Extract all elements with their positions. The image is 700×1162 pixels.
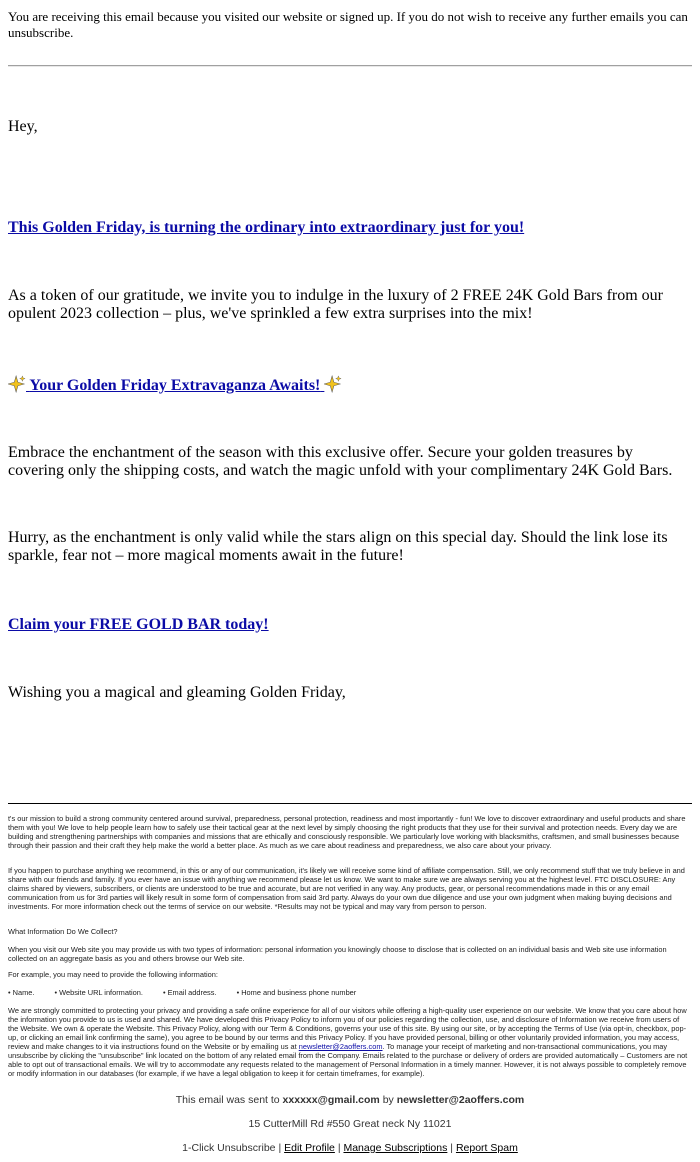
info-bullets bbox=[8, 988, 690, 997]
manage-subscriptions-link[interactable]: Manage Subscriptions bbox=[343, 1142, 448, 1154]
privacy-email-link[interactable]: newsletter@2aoffers.com bbox=[298, 1042, 383, 1051]
one-click-unsubscribe[interactable]: 1-Click Unsubscribe bbox=[182, 1142, 276, 1154]
greeting: Hey, bbox=[8, 118, 38, 135]
sender-email: newsletter@2aoffers.com bbox=[396, 1094, 525, 1106]
list-item: • Email address. bbox=[162, 988, 217, 997]
list-item: • Website URL information. bbox=[54, 988, 143, 997]
report-spam-link[interactable]: Report Spam bbox=[455, 1142, 518, 1154]
separator: | bbox=[450, 1142, 454, 1154]
sparkle-icon bbox=[8, 375, 26, 393]
privacy-policy-text bbox=[8, 1006, 690, 1078]
sent-by-word: by bbox=[382, 1094, 394, 1106]
example-text: For example, you may need to provide the following information: bbox=[8, 970, 218, 979]
offer-paragraph: Embrace the enchantment of the season with this exclusive offer. Secure your golden treasures by covering only the shipping costs, and watch the magic unfold with your complimentary 24K Gold Bars. bbox=[8, 444, 673, 479]
closing-line: Wishing you a magical and gleaming Golden Friday, bbox=[8, 684, 346, 701]
header-divider bbox=[8, 65, 692, 67]
postal-address: 15 CutterMill Rd #550 Great neck Ny 11021 bbox=[248, 1118, 452, 1130]
separator: | bbox=[337, 1142, 341, 1154]
edit-profile-link[interactable]: Edit Profile bbox=[284, 1142, 335, 1154]
footer-links bbox=[0, 1142, 700, 1155]
sent-to-line bbox=[0, 1094, 700, 1107]
intro-paragraph: As a token of our gratitude, we invite you to indulge in the luxury of 2 FREE 24K Gold Bars from our opulent 2023 collection – plus, we've sprinkled a few extra surprises into the mix! bbox=[8, 287, 664, 322]
footer-divider bbox=[8, 803, 692, 804]
sent-prefix: This email was sent to bbox=[175, 1094, 280, 1106]
subheading-text: Your Golden Friday Extravaganza Awaits! bbox=[29, 377, 321, 394]
info-text: When you visit our Web site you may provide us with two types of information: personal information you knowingly choose to disclose that is collected on an individual basis and Web site use information collected on an aggregate basis as you and others browse our Web site. bbox=[8, 945, 667, 963]
sparkle-icon bbox=[324, 375, 342, 393]
urgency-paragraph: Hurry, as the enchantment is only valid while the stars align on this special day. Should the link lose its sparkle, fear not – more magical moments await in the future! bbox=[8, 529, 668, 564]
unsubscribe-notice: You are receiving this email because you visited our website or signed up. If you do not wish to receive any further emails you can unsubscribe. bbox=[8, 9, 688, 40]
headline-link[interactable]: This Golden Friday, is turning the ordinary into extraordinary just for you! bbox=[8, 219, 525, 236]
info-heading: What Information Do We Collect? bbox=[8, 927, 118, 936]
list-item: • Home and business phone number bbox=[236, 988, 357, 997]
recipient-email: xxxxxx@gmail.com bbox=[282, 1094, 380, 1106]
separator: | bbox=[278, 1142, 282, 1154]
privacy-text: We are strongly committed to protecting your privacy and providing a safe online experience for all of our visitors while offering a high-quality user experience on our website. We know that you care about how the information you provide to us is used and shared. We have developed this Privacy Policy to inform you of our policies regarding the collection, use, and disclosure of Information we receive from users of the Website. We own & operate the Website. This Privacy Policy, along with our Term & Conditions, governs your use of this site. By using our site, or by accepting the Terms of Use (via opt-in, checkbox, pop-up, or clicking an email link confirming the same), you agree to be bound by our terms and this Privacy Policy. If you have provided personal, billing or other voluntarily provided information, you may access, review and make changes to it via instructions found on the Website or by emailing us at bbox=[8, 1006, 687, 1051]
list-item: • Name. bbox=[8, 988, 35, 997]
privacy-text-continued: . To manage your receipt of marketing and non-transactional communications, you may unsubscribe by clicking the "unsubscribe" link located on the bottom of any related email from the Company. Emails related to the purchase or delivery of orders are provided automatically – Customers are not able to opt out of transactional emails. We will try to accommodate any requests related to the management of Personal Information in a timely manner. However, it is not always possible to completely remove or modify information in our databases (for example, if we have a legal obligation to keep it for certain timeframes, for example). bbox=[8, 1042, 688, 1078]
subheading-link[interactable] bbox=[8, 375, 342, 395]
claim-gold-bar-link[interactable]: Claim your FREE GOLD BAR today! bbox=[8, 616, 269, 633]
affiliate-disclosure: If you happen to purchase anything we recommend, in this or any of our communication, it's likely we will receive some kind of affiliate compensation. Still, we only recommend stuff that we truly believe in and share with our friends and family. If you ever have an issue with anything we recommend please let us know. We want to make sure we are always serving you at the highest level. FTC DISCLOSURE: Any claims shared by viewers, subscribers, or clients are understood to be true and accurate, but are not verified in any way. Any products, gear, or personal recommendations made in this or any email communication from us for 3rd parties will likely result in some form of compensation from said 3rd party. Always do your own due diligence and use your own judgment when making buying decisions and investments. For more information check out the terms of service on our website. *Results may not be typical and may vary from person to person. bbox=[8, 866, 685, 911]
mission-text: t's our mission to build a strong community centered around survival, preparedness, personal protection, readiness and most importantly - fun! We love to discover extraordinary and useful products and share them with you! We love to help people learn how to safely use their tactical gear at the next level by simply choosing the right products that they use for their survival and protection needs. Every day we are building and strengthening partnerships with companies and missions that are ethically and consciously responsible. We particularly love working with blacksmiths, craftsmen, and small businesses because through their passion and their craft they help make the world a better place. As much as we care about readiness and preparedness, we also care about your privacy. bbox=[8, 814, 686, 850]
